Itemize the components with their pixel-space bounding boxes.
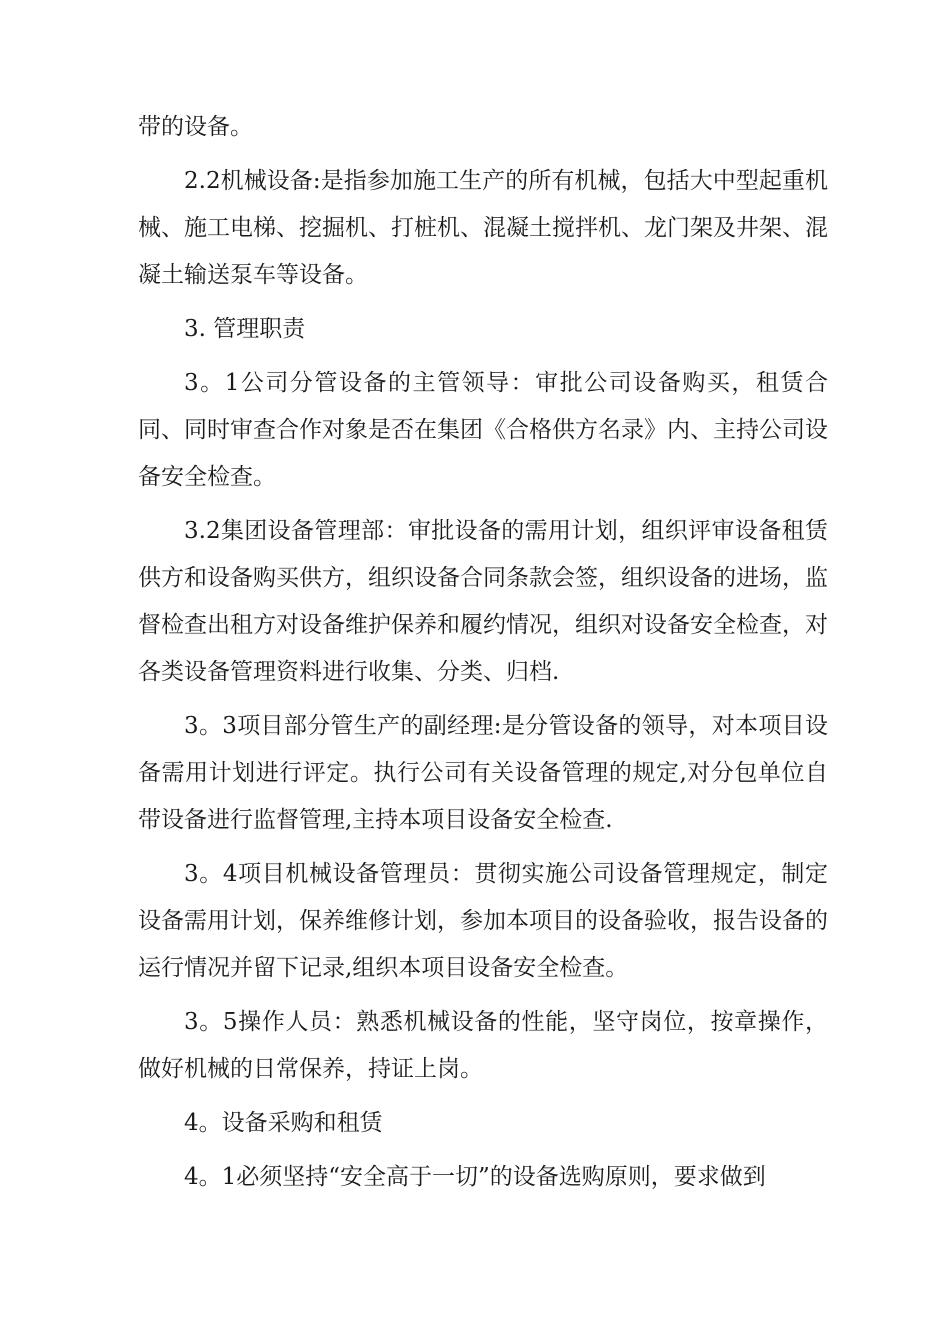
document-body xyxy=(138,104,828,1201)
paragraph-3-2: 3.2集团设备管理部：审批设备的需用计划，组织评审设备租赁供方和设备购买供方，组织设备合同条款会签，组织设备的进场，监督检查出租方对设备维护保养和履约情况，组织对设备安全检查，对各类设备管理资料进行收集、分类、归档. xyxy=(138,518,828,685)
paragraph-2-2: 2.2机械设备:是指参加施工生产的所有机械，包括大中型起重机械、施工电梯、挖掘机、打桩机、混凝土搅拌机、龙门架及井架、混凝土输送泵车等设备。 xyxy=(138,168,828,288)
section-heading-4: 4。设备采购和租赁 xyxy=(184,1110,383,1136)
paragraph-3-3: 3。3项目部分管生产的副经理:是分管设备的领导，对本项目设备需用计划进行评定。执行公司有关设备管理的规定,对分包单位自带设备进行监督管理,主持本项目设备安全检查. xyxy=(138,713,828,833)
paragraph-continuation: 带的设备。 xyxy=(138,114,253,140)
paragraph-3-5: 3。5操作人员：熟悉机械设备的性能，坚守岗位，按章操作，做好机械的日常保养，持证上岗。 xyxy=(138,1009,828,1082)
paragraph-3-4: 3。4项目机械设备管理员：贯彻实施公司设备管理规定，制定设备需用计划，保养维修计划，参加本项目的设备验收，报告设备的运行情况并留下记录,组织本项目设备安全检查。 xyxy=(138,861,828,981)
paragraph-4-1: 4。1必须坚持“安全高于一切”的设备选购原则，要求做到 xyxy=(184,1164,766,1190)
paragraph-3-1: 3。1公司分管设备的主管领导：审批公司设备购买，租赁合同、同时审查合作对象是否在集团《合格供方名录》内、主持公司设备安全检查。 xyxy=(138,370,828,490)
section-heading-3: 3. 管理职责 xyxy=(184,316,306,342)
